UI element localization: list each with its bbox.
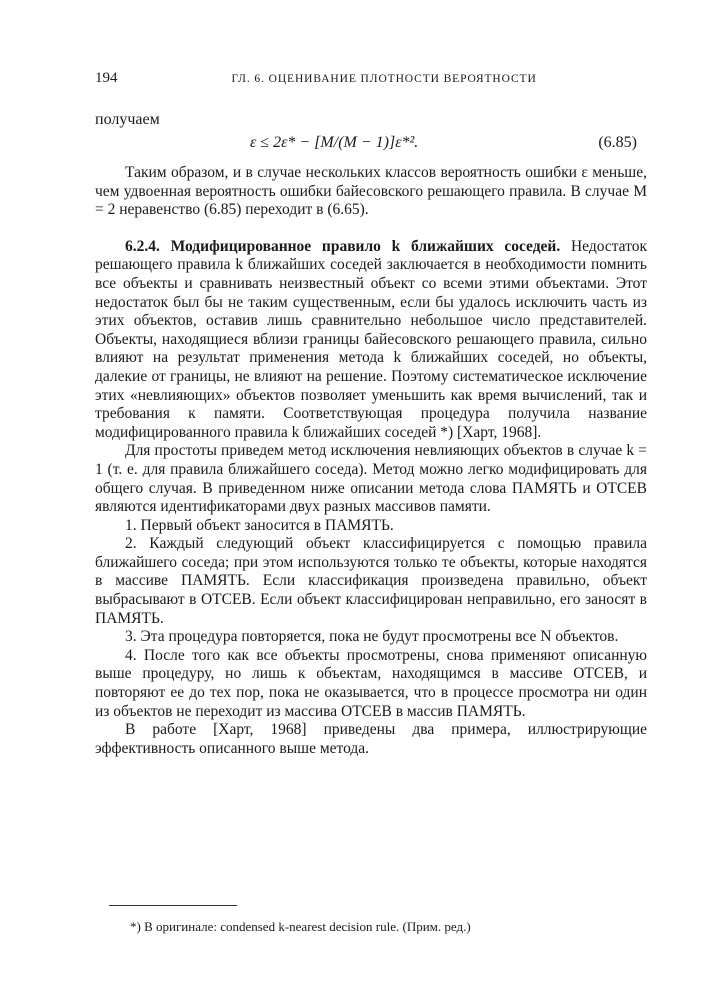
paragraph-conclusion: Таким образом, и в случае нескольких классов вероятность ошибки ε меньше, чем удвоенная вероятность ошибки байесовского решающего правила. В случае M = 2 неравенство (6.85) переходит в (6.65).	[95, 164, 647, 219]
paragraph-hart-examples: В работе [Харт, 1968] приведены два примера, иллюстрирующие эффективность описанного выше метода.	[95, 721, 647, 757]
list-item-step-1: 1. Первый объект заносится в ПАМЯТЬ.	[125, 516, 394, 534]
equation-formula: ε ≤ 2ε* − [M/(M − 1)]ε*².	[250, 134, 419, 151]
list-item-step-4: 4. После того как все объекты просмотрены, снова применяют описанную выше процедуру, но лишь к объектам, находящимся в массиве ОТСЕВ, и повторяют ее до тех пор, пока не оказывается, что в процессе просмотра ни один из объектов не переходит из массива ОТСЕВ в массив ПАМЯТЬ.	[95, 646, 647, 720]
equation-number: (6.85)	[598, 134, 637, 151]
footnote-divider	[109, 905, 237, 906]
list-item-step-3: 3. Эта процедура повторяется, пока не будут просмотрены все N объектов.	[125, 628, 619, 646]
page-content	[95, 70, 647, 758]
page-header	[95, 70, 647, 92]
running-head: ГЛ. 6. ОЦЕНИВАНИЕ ПЛОТНОСТИ ВЕРОЯТНОСТИ	[231, 73, 537, 85]
page-number: 194	[95, 70, 118, 86]
equation-6-85	[95, 111, 647, 160]
paragraph-method-intro: Для простоты приведем метод исключения невлияющих объектов в случае k = 1 (т. е. для правила ближайшего соседа). Метод можно легко модифицировать для общего случая. В приведенном ниже описании метода слова ПАМЯТЬ и ОТСЕВ являются идентификаторами двух разных массивов памяти.	[95, 442, 647, 516]
section-title: 6.2.4. Модифицированное правило k ближайших соседей.	[125, 237, 561, 255]
section-6-2-4	[95, 238, 647, 443]
list-item-step-2: 2. Каждый следующий объект классифицируется с помощью правила ближайшего соседа; при этом используются только те объекты, которые находятся в массиве ПАМЯТЬ. Если классификация произведена правильно, объект выбрасывают в ОТСЕВ. Если объект классифицирован неправильно, его заносят в ПАМЯТЬ.	[95, 535, 647, 627]
section-body: Недостаток решающего правила k ближайших соседей заключается в необходимости помнить все объекты и сравнивать неизвестный объект со всеми этими объектами. Этот недостаток был бы не таким существенным, если бы удалось исключить часть из этих объектов, оставив лишь сравнительно небольшое число представителей. Объекты, находящиеся вблизи границы байесовского решающего правила, сильно влияют на результат применения метода k ближайших соседей, но объекты, далекие от границы, не влияют на решение. Поэтому систематическое исключение этих «невлияющих» объектов позволяет уменьшить как время вычислений, так и требования к памяти. Соответствующая процедура получила название модифицированного правила k ближайших соседей *) [Харт, 1968].	[95, 237, 648, 441]
equation-lead-text: получаем	[95, 111, 160, 128]
footnote: *) В оригинале: condensed k-nearest decision rule. (Прим. ред.)	[130, 919, 471, 934]
